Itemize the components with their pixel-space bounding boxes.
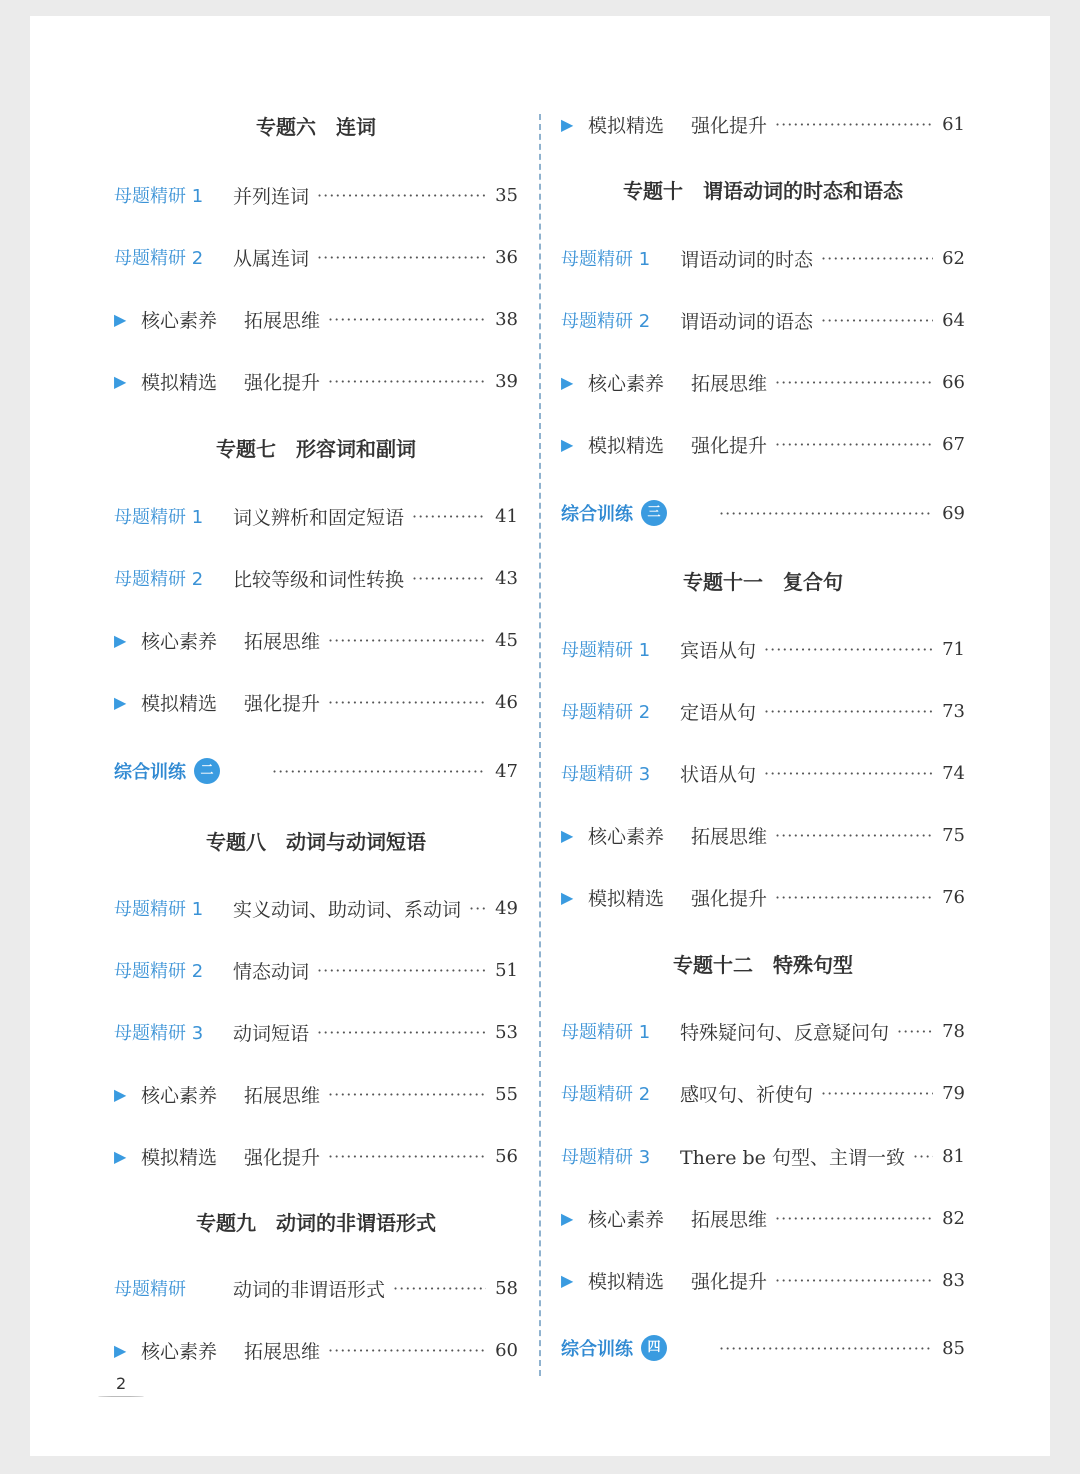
- section-heading: 专题六 连词: [256, 115, 376, 139]
- sub-label: 模拟精选: [588, 1270, 665, 1293]
- review-number-badge: 二: [194, 758, 220, 784]
- toc-subrow[interactable]: [561, 424, 965, 464]
- leader-dots: [764, 764, 933, 783]
- entry-tag: 母题精研 2: [561, 311, 651, 332]
- page-ref: 64: [942, 309, 965, 331]
- leader-dots: [317, 961, 486, 980]
- toc-row[interactable]: [561, 1136, 965, 1176]
- page-ref: 85: [942, 1337, 965, 1359]
- page-ref: 73: [942, 700, 965, 722]
- sub-label-secondary: 拓展思维: [244, 630, 321, 653]
- toc-subrow[interactable]: [561, 362, 965, 402]
- toc-row[interactable]: [561, 1011, 965, 1051]
- page-ref: 51: [495, 959, 518, 981]
- sub-label: 核心素养: [141, 1340, 218, 1363]
- page-ref: 35: [495, 184, 518, 206]
- review-tag: [114, 758, 264, 784]
- toc-subrow[interactable]: [561, 104, 965, 144]
- leader-dots: [821, 311, 933, 330]
- entry-tag: 母题精研 3: [561, 764, 651, 785]
- page-ref: 46: [495, 691, 518, 713]
- entry-tag: 母题精研 2: [114, 961, 204, 982]
- entry-tag: 母题精研 3: [114, 1023, 204, 1044]
- entry-tag: 母题精研: [114, 1279, 186, 1300]
- leader-dots: [775, 1271, 933, 1290]
- sub-label: 核心素养: [141, 309, 218, 332]
- entry-tag: 母题精研 2: [561, 702, 651, 723]
- toc-subrow[interactable]: [114, 361, 518, 401]
- leader-dots: [775, 888, 933, 907]
- sub-label-secondary: 强化提升: [691, 1270, 768, 1293]
- leader-dots: [317, 248, 486, 267]
- page-ref: 56: [495, 1145, 518, 1167]
- sub-label-secondary: 拓展思维: [244, 309, 321, 332]
- entry-title: 状语从句: [680, 763, 757, 786]
- page-ref: 38: [495, 308, 518, 330]
- toc-subrow[interactable]: [114, 1330, 518, 1370]
- sub-label: 核心素养: [141, 630, 218, 653]
- toc-row[interactable]: [561, 300, 965, 340]
- entry-tag: 母题精研 2: [114, 248, 204, 269]
- sub-label: 模拟精选: [588, 887, 665, 910]
- entry-title: 从属连词: [233, 247, 310, 270]
- entry-title: 动词短语: [233, 1022, 310, 1045]
- leader-dots: [897, 1022, 933, 1041]
- sub-label-secondary: 强化提升: [244, 692, 321, 715]
- entry-tag: 母题精研 2: [561, 1084, 651, 1105]
- page-ref: 61: [942, 113, 965, 135]
- entry-title: 词义辨析和固定短语: [233, 506, 405, 529]
- section-heading: 专题八 动词与动词短语: [206, 830, 426, 854]
- page-ref: 62: [942, 247, 965, 269]
- toc-row[interactable]: [561, 753, 965, 793]
- page-ref: 79: [942, 1082, 965, 1104]
- page-ref: 75: [942, 824, 965, 846]
- play-triangle-icon: ▶: [561, 887, 574, 907]
- entry-title: 并列连词: [233, 185, 310, 208]
- review-label: 综合训练: [561, 1339, 633, 1360]
- play-triangle-icon: ▶: [114, 692, 127, 712]
- leader-dots: [764, 640, 933, 659]
- leader-dots: [764, 702, 933, 721]
- play-triangle-icon: ▶: [561, 825, 574, 845]
- play-triangle-icon: ▶: [561, 1208, 574, 1228]
- leader-dots: [775, 826, 933, 845]
- entry-tag: 母题精研 1: [561, 640, 651, 661]
- play-triangle-icon: ▶: [114, 1340, 127, 1360]
- entry-title: 定语从句: [680, 701, 757, 724]
- review-label: 综合训练: [561, 504, 633, 525]
- toc-subrow[interactable]: [114, 1074, 518, 1114]
- toc-row[interactable]: [561, 238, 965, 278]
- page-ref: 36: [495, 246, 518, 268]
- leader-dots: [469, 899, 486, 918]
- page-ref: 60: [495, 1339, 518, 1361]
- page-number: 2: [116, 1374, 127, 1393]
- leader-dots: [821, 249, 933, 268]
- review-number-badge: 三: [641, 500, 667, 526]
- entry-title: 特殊疑问句、反意疑问句: [680, 1021, 890, 1044]
- page-ref: 66: [942, 371, 965, 393]
- page-number-underline: [98, 1396, 144, 1397]
- entry-tag: 母题精研 1: [114, 899, 204, 920]
- page-ref: 78: [942, 1020, 965, 1042]
- sub-label-secondary: 拓展思维: [244, 1340, 321, 1363]
- entry-tag: 母题精研 1: [114, 507, 204, 528]
- toc-row[interactable]: [114, 1268, 518, 1308]
- toc-row[interactable]: [561, 691, 965, 731]
- page-ref: 76: [942, 886, 965, 908]
- page: [30, 16, 1050, 1456]
- toc-row[interactable]: [114, 950, 518, 990]
- leader-dots: [775, 115, 933, 134]
- play-triangle-icon: ▶: [561, 372, 574, 392]
- leader-dots: [393, 1279, 486, 1298]
- toc-subrow[interactable]: [114, 620, 518, 660]
- play-triangle-icon: ▶: [114, 630, 127, 650]
- toc-row[interactable]: [114, 496, 518, 536]
- toc-subrow[interactable]: [561, 877, 965, 917]
- entry-title: 感叹句、祈使句: [680, 1083, 814, 1106]
- entry-title: 实义动词、助动词、系动词: [233, 898, 462, 921]
- sub-label-secondary: 拓展思维: [691, 1208, 768, 1231]
- toc-row[interactable]: [114, 1012, 518, 1052]
- page-ref: 47: [495, 760, 518, 782]
- sub-label-secondary: 拓展思维: [691, 372, 768, 395]
- play-triangle-icon: ▶: [114, 371, 127, 391]
- toc-subrow[interactable]: [114, 1136, 518, 1176]
- page-ref: 71: [942, 638, 965, 660]
- review-tag: [561, 1335, 711, 1361]
- leader-dots: [328, 631, 486, 650]
- page-ref: 69: [942, 502, 965, 524]
- page-ref: 53: [495, 1021, 518, 1043]
- entry-title: 情态动词: [233, 960, 310, 983]
- column-divider: [539, 114, 541, 1376]
- toc-review-row[interactable]: [114, 751, 518, 791]
- toc-row[interactable]: [114, 237, 518, 277]
- toc-review-row[interactable]: [561, 493, 965, 533]
- page-ref: 58: [495, 1277, 518, 1299]
- page-ref: 67: [942, 433, 965, 455]
- toc-row[interactable]: [114, 888, 518, 928]
- entry-tag: 母题精研 2: [114, 569, 204, 590]
- sub-label-secondary: 拓展思维: [691, 825, 768, 848]
- sub-label: 核心素养: [141, 1084, 218, 1107]
- page-ref: 81: [942, 1145, 965, 1167]
- sub-label-secondary: 强化提升: [691, 434, 768, 457]
- toc-row[interactable]: [114, 558, 518, 598]
- entry-title: 动词的非谓语形式: [233, 1278, 386, 1301]
- section-heading: 专题十二 特殊句型: [673, 953, 853, 977]
- section-heading: 专题十 谓语动词的时态和语态: [623, 179, 903, 203]
- toc-subrow[interactable]: [561, 815, 965, 855]
- play-triangle-icon: ▶: [114, 1084, 127, 1104]
- review-tag: [561, 500, 711, 526]
- sub-label-secondary: 强化提升: [244, 1146, 321, 1169]
- entry-title: There be 句型、主谓一致: [680, 1146, 905, 1169]
- entry-title: 谓语动词的时态: [680, 248, 814, 271]
- sub-label: 核心素养: [588, 1208, 665, 1231]
- entry-tag: 母题精研 1: [561, 249, 651, 270]
- leader-dots: [719, 504, 933, 523]
- page-ref: 45: [495, 629, 518, 651]
- sub-label: 核心素养: [588, 825, 665, 848]
- entry-title: 比较等级和词性转换: [233, 568, 405, 591]
- leader-dots: [913, 1147, 933, 1166]
- section-heading: 专题十一 复合句: [683, 570, 843, 594]
- page-ref: 41: [495, 505, 518, 527]
- page-ref: 82: [942, 1207, 965, 1229]
- sub-label-secondary: 强化提升: [691, 887, 768, 910]
- entry-tag: 母题精研 1: [561, 1022, 651, 1043]
- leader-dots: [412, 569, 486, 588]
- page-ref: 74: [942, 762, 965, 784]
- toc-row[interactable]: [114, 175, 518, 215]
- leader-dots: [328, 372, 486, 391]
- leader-dots: [775, 435, 933, 454]
- toc-subrow[interactable]: [114, 299, 518, 339]
- leader-dots: [719, 1339, 933, 1358]
- leader-dots: [317, 1023, 486, 1042]
- section-heading: 专题九 动词的非谓语形式: [196, 1211, 436, 1235]
- sub-label: 模拟精选: [141, 692, 218, 715]
- leader-dots: [272, 762, 486, 781]
- play-triangle-icon: ▶: [561, 114, 574, 134]
- leader-dots: [328, 310, 486, 329]
- entry-tag: 母题精研 1: [114, 186, 204, 207]
- sub-label: 核心素养: [588, 372, 665, 395]
- leader-dots: [328, 1147, 486, 1166]
- sub-label: 模拟精选: [588, 114, 665, 137]
- toc-row[interactable]: [561, 1073, 965, 1113]
- toc-row[interactable]: [561, 629, 965, 669]
- entry-title: 宾语从句: [680, 639, 757, 662]
- sub-label-secondary: 拓展思维: [244, 1084, 321, 1107]
- leader-dots: [328, 693, 486, 712]
- leader-dots: [328, 1085, 486, 1104]
- toc-subrow[interactable]: [561, 1260, 965, 1300]
- leader-dots: [412, 507, 486, 526]
- play-triangle-icon: ▶: [114, 1146, 127, 1166]
- sub-label: 模拟精选: [141, 371, 218, 394]
- section-heading: 专题七 形容词和副词: [216, 437, 416, 461]
- leader-dots: [821, 1084, 933, 1103]
- page-ref: 43: [495, 567, 518, 589]
- sub-label-secondary: 强化提升: [244, 371, 321, 394]
- play-triangle-icon: ▶: [561, 1270, 574, 1290]
- review-label: 综合训练: [114, 762, 186, 783]
- sub-label-secondary: 强化提升: [691, 114, 768, 137]
- sub-label: 模拟精选: [588, 434, 665, 457]
- page-ref: 55: [495, 1083, 518, 1105]
- page-ref: 83: [942, 1269, 965, 1291]
- page-ref: 49: [495, 897, 518, 919]
- leader-dots: [775, 373, 933, 392]
- toc-review-row[interactable]: [561, 1328, 965, 1368]
- toc-subrow[interactable]: [114, 682, 518, 722]
- entry-title: 谓语动词的语态: [680, 310, 814, 333]
- play-triangle-icon: ▶: [114, 309, 127, 329]
- leader-dots: [328, 1341, 486, 1360]
- sub-label: 模拟精选: [141, 1146, 218, 1169]
- play-triangle-icon: ▶: [561, 434, 574, 454]
- entry-tag: 母题精研 3: [561, 1147, 651, 1168]
- leader-dots: [317, 186, 486, 205]
- leader-dots: [775, 1209, 933, 1228]
- page-ref: 39: [495, 370, 518, 392]
- review-number-badge: 四: [641, 1335, 667, 1361]
- toc-subrow[interactable]: [561, 1198, 965, 1238]
